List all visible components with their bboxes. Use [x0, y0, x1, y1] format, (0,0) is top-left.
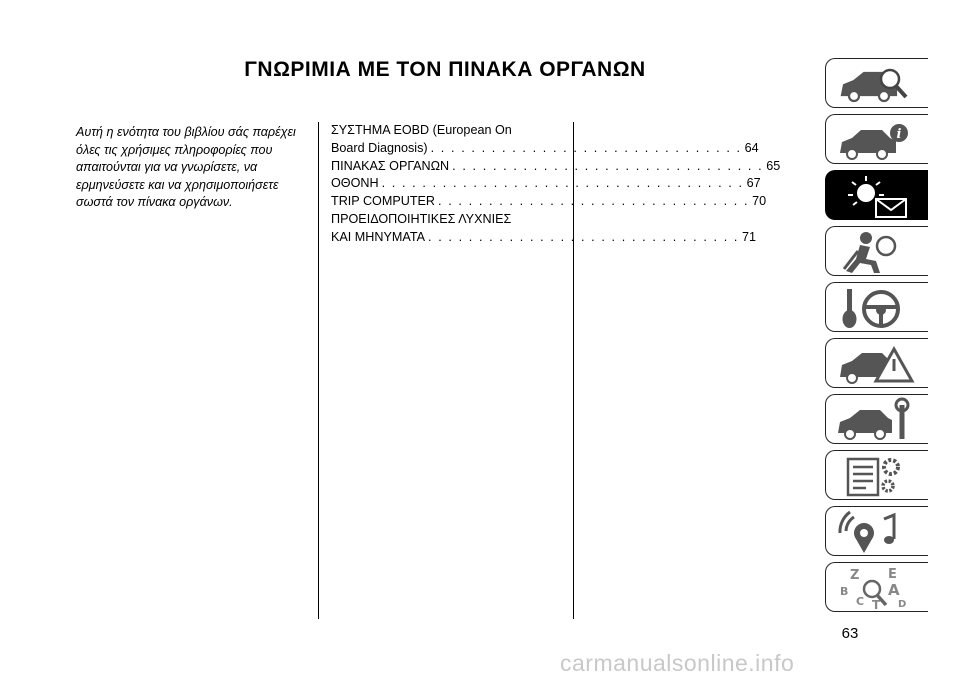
airbag-seat-icon — [836, 229, 916, 275]
column-divider-left — [318, 122, 319, 619]
tab-safety[interactable] — [825, 226, 928, 276]
toc-page-number: 64 — [744, 140, 759, 155]
toc-page-number: 70 — [752, 194, 767, 209]
intro-line: ερμηνεύσετε και να χρησιμοποιήσετε — [76, 177, 279, 192]
toc-page-number: 65 — [766, 158, 781, 173]
tab-technical-data[interactable] — [825, 450, 928, 500]
multimedia-signal-icon — [836, 509, 916, 555]
toc-title: Board Diagnosis) — [331, 140, 428, 155]
svg-text:C: C — [856, 595, 865, 608]
toc-page-number: 67 — [746, 176, 761, 191]
toc-title: ΠΙΝΑΚΑΣ ΟΡΓΑΝΩΝ — [331, 158, 450, 173]
toc-leader: . . . . . . . . . . . . . . . . . . . . . . . . . . . . . . . — [430, 140, 742, 155]
toc-title: ΠΡΟΕΙΔΟΠΟΙΗΤΙΚΕΣ ΛΥΧΝΙΕΣ — [331, 211, 512, 226]
intro-text — [76, 124, 306, 212]
tab-emergency[interactable] — [825, 338, 928, 388]
svg-text:B: B — [840, 585, 849, 598]
toc-entry-instrument-panel[interactable] — [331, 158, 781, 176]
toc-title: ΚΑΙ ΜΗΝΥΜΑΤΑ — [331, 229, 425, 244]
intro-line: σωστά τον πίνακα οργάνων. — [76, 195, 233, 210]
toc-entry-trip-computer[interactable] — [331, 193, 767, 211]
tab-car-knowledge[interactable] — [825, 58, 928, 108]
svg-text:E: E — [888, 567, 897, 582]
warning-light-message-icon — [836, 173, 916, 219]
tab-multimedia[interactable] — [825, 506, 928, 556]
tab-starting-driving[interactable] — [825, 282, 928, 332]
car-info-icon — [836, 117, 916, 163]
toc-page-number: 71 — [742, 229, 757, 244]
specifications-gear-icon — [836, 453, 916, 499]
tab-warning-lights[interactable] — [825, 170, 928, 220]
car-wrench-icon — [836, 397, 916, 443]
svg-text:Z: Z — [850, 568, 860, 583]
toc-title: ΣΥΣΤΗΜΑ EOBD (European On — [331, 123, 512, 137]
car-search-icon — [836, 61, 916, 107]
alphabetical-index-icon — [836, 565, 916, 611]
tab-index[interactable] — [825, 562, 928, 612]
page-title: ΓΝΩΡΙΜΙΑ ΜΕ ΤΟΝ ΠΙΝΑΚΑ ΟΡΓΑΝΩΝ — [244, 58, 646, 81]
svg-text:D: D — [898, 599, 907, 610]
svg-text:i: i — [896, 127, 902, 142]
toc-entry-display[interactable] — [331, 175, 761, 193]
toc-title: TRIP COMPUTER — [331, 194, 436, 209]
svg-text:T: T — [872, 598, 881, 612]
table-of-contents — [331, 122, 781, 247]
toc-entry-eobd[interactable] — [331, 122, 759, 158]
toc-entry-warning-lights[interactable] — [331, 211, 757, 247]
toc-leader: . . . . . . . . . . . . . . . . . . . . . . . . . . . . . . . — [452, 158, 764, 173]
watermark: carmanualsonline.info — [560, 650, 795, 676]
key-steering-wheel-icon — [836, 285, 916, 331]
toc-leader: . . . . . . . . . . . . . . . . . . . . . . . . . . . . . . . — [438, 194, 750, 209]
tab-maintenance[interactable] — [825, 394, 928, 444]
tab-car-info[interactable] — [825, 114, 928, 164]
toc-title: ΟΘΟΝΗ — [331, 176, 379, 191]
intro-line: όλες τις χρήσιμες πληροφορίες που — [76, 142, 273, 157]
svg-text:A: A — [888, 581, 900, 599]
page-number: 63 — [841, 625, 859, 642]
car-breakdown-icon — [836, 341, 916, 387]
toc-leader: . . . . . . . . . . . . . . . . . . . . . . . . . . . . . . . — [428, 229, 740, 244]
toc-leader: . . . . . . . . . . . . . . . . . . . . . . . . . . . . . . . . . . . . — [381, 176, 744, 191]
intro-line: απαιτούνται για να γνωρίσετε, να — [76, 160, 258, 175]
intro-line: Αυτή η ενότητα του βιβλίου σάς παρέχει — [76, 125, 296, 139]
